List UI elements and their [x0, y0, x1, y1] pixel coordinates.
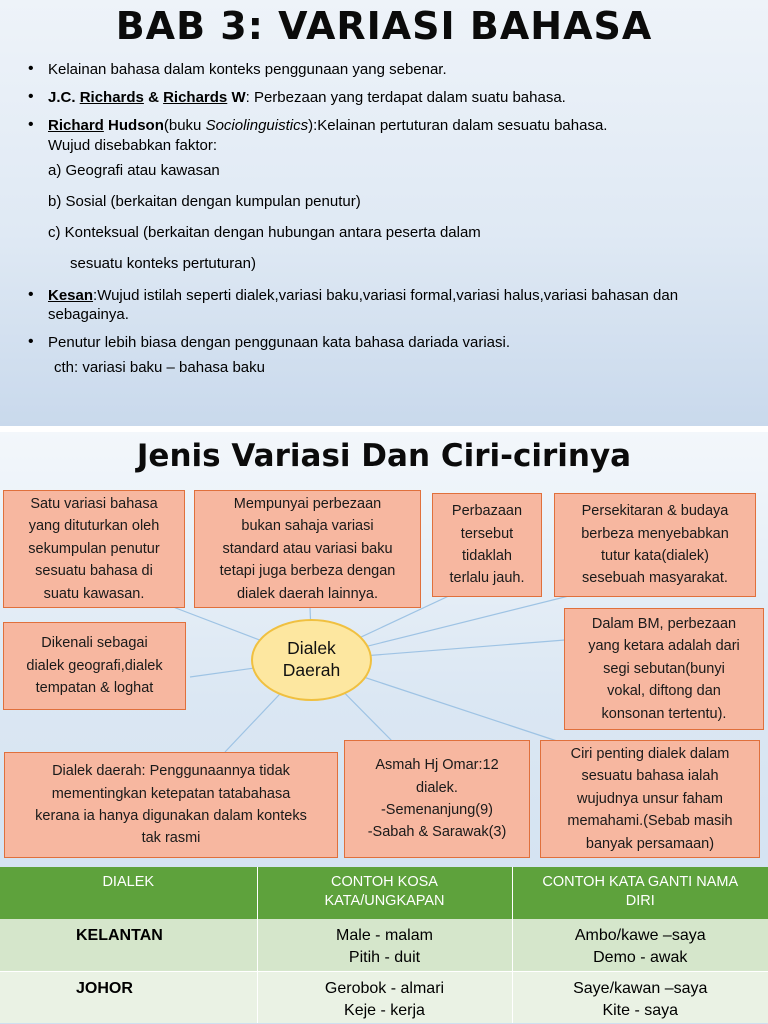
bullet-3-line2: Wujud disebabkan faktor:: [48, 136, 217, 154]
ampersand: &: [148, 89, 159, 107]
box-perbezaan: Mempunyai perbezaan bukan sahaja variasi standard atau variasi baku tetapi juga berbeza dengan dialek daerah lainnya.: [194, 490, 421, 608]
header-contoh-kata-ganti: CONTOH KATA GANTI NAMA DIRI: [512, 867, 768, 919]
slide1-title: BAB 3: VARIASI BAHASA: [115, 4, 653, 48]
buku-text: (buku: [163, 117, 206, 135]
cell-dialek: JOHOR: [0, 971, 257, 1023]
box-tak-rasmi: Dialek daerah: Penggunaannya tidak mementingkan ketepatan tatabahasa kerana ia hanya digunakan dalam konteks tak rasmi: [4, 752, 338, 858]
kesan-label: Kesan: [48, 286, 94, 304]
box-asmah: Asmah Hj Omar:12 dialek. -Semenanjung(9) -Sabah & Sarawak(3): [344, 740, 530, 858]
center-oval-dialek-daerah: Dialek Daerah: [251, 619, 372, 701]
author-richards-1: Richards: [79, 89, 144, 107]
table-row: [0, 919, 768, 971]
table-header-row: [0, 867, 768, 919]
bullet-3-text: ):Kelainan pertuturan dalam sesuatu bahasa.: [308, 117, 608, 135]
bullet-3: [26, 116, 746, 154]
author-w: W: [231, 89, 246, 107]
box-tidak-jauh: Perbazaan tersebut tidaklah terlalu jauh.: [432, 493, 542, 597]
example-line: cth: variasi baku – bahasa baku: [54, 359, 265, 377]
factor-c-cont: sesuatu konteks pertuturan): [70, 255, 256, 273]
header-contoh-kosa: CONTOH KOSA KATA/UNGKAPAN: [257, 867, 512, 919]
author-jc: J.C.: [48, 89, 76, 107]
bullet-1: [26, 60, 746, 79]
cell-ganti: Ambo/kawe –saya Demo - awak: [512, 919, 768, 971]
box-ciri-penting: Ciri penting dialek dalam sesuatu bahasa ialah wujudnya unsur faham memahami.(Sebab masih banyak persamaan): [540, 740, 760, 858]
dialect-table: [0, 867, 768, 1023]
cell-kosa: Gerobok - almari Keje - kerja: [257, 971, 512, 1023]
bullet-5: [26, 333, 746, 352]
slide-1: [0, 0, 768, 426]
cell-dialek: KELANTAN: [0, 919, 257, 971]
factor-c: c) Konteksual (berkaitan dengan hubungan antara peserta dalam: [48, 224, 481, 242]
header-dialek: DIALEK: [0, 867, 257, 919]
box-persekitaran: Persekitaran & budaya berbeza menyebabkan tutur kata(dialek) sesebuah masyarakat.: [554, 493, 756, 597]
bullet-1-text: Kelainan bahasa dalam konteks penggunaan yang sebenar.: [48, 61, 447, 78]
table-row: [0, 971, 768, 1023]
bullet-2: [26, 88, 746, 107]
bullet-list: [26, 60, 746, 377]
bullet-4-text: :Wujud istilah seperti dialek,variasi baku,variasi formal,variasi halus,variasi bahasan dan sebagainya.: [48, 286, 679, 323]
book-title: Sociolinguistics: [205, 117, 309, 135]
author-richards-2: Richards: [163, 89, 228, 107]
author-richard: Richard: [48, 117, 104, 135]
bullet-2-text: : Perbezaan yang terdapat dalam suatu bahasa.: [245, 89, 566, 107]
box-definition: Satu variasi bahasa yang dituturkan oleh sekumpulan penutur sesuatu bahasa di suatu kawasan.: [3, 490, 185, 608]
factor-a: a) Geografi atau kawasan: [48, 161, 220, 179]
cell-ganti: Saye/kawan –saya Kite - saya: [512, 971, 768, 1023]
author-hudson: Hudson: [108, 117, 164, 135]
slide-2: [0, 432, 768, 1024]
box-sebutan: Dalam BM, perbezaan yang ketara adalah dari segi sebutan(bunyi vokal, diftong dan konsonan tertentu).: [564, 608, 764, 730]
bullet-4: [26, 286, 746, 324]
factor-b: b) Sosial (berkaitan dengan kumpulan penutur): [48, 192, 361, 210]
cell-kosa: Male - malam Pitih - duit: [257, 919, 512, 971]
bullet-5-text: Penutur lebih biasa dengan penggunaan kata bahasa dariada variasi.: [48, 333, 511, 351]
slide2-title: Jenis Variasi Dan Ciri-cirinya: [136, 438, 632, 474]
box-dikenali: Dikenali sebagai dialek geografi,dialek tempatan & loghat: [3, 622, 186, 710]
